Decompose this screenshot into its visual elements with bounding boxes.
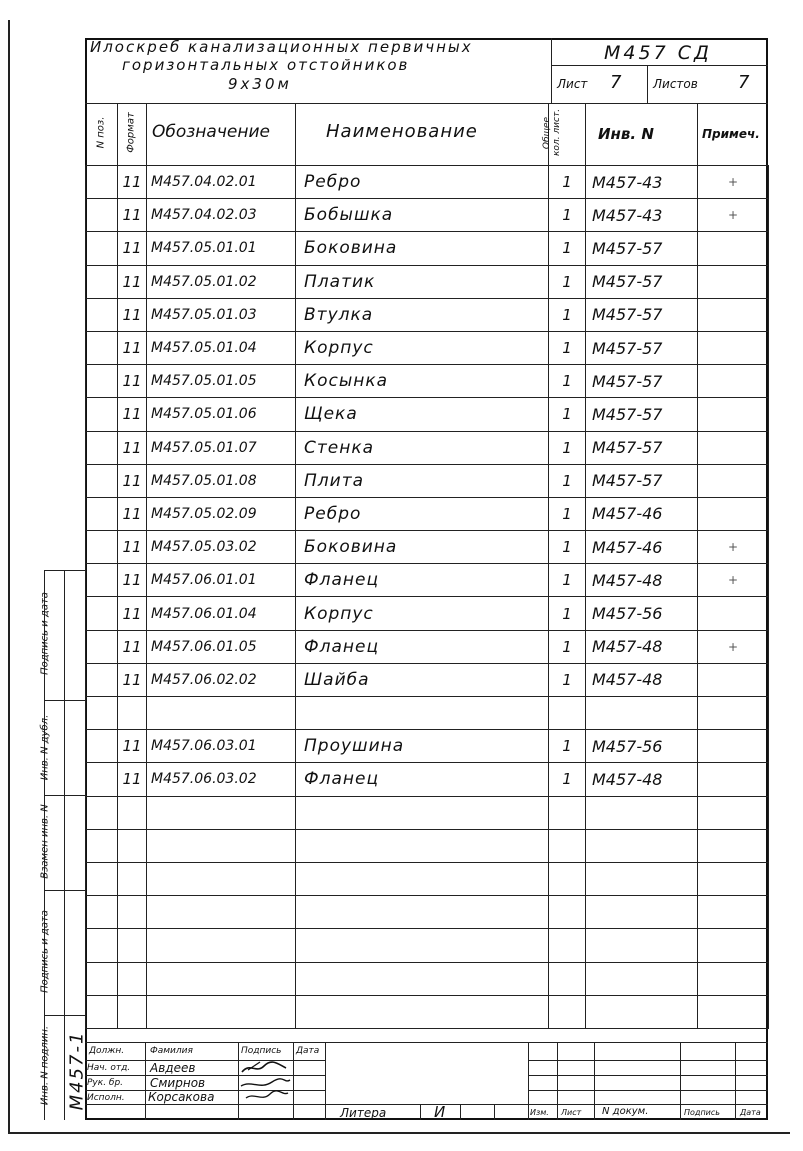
cell-qty: 1 bbox=[549, 531, 586, 564]
cell-inv: М457-57 bbox=[586, 365, 698, 398]
cell-note bbox=[698, 730, 769, 763]
side-label-sign-date-2: Подпись и дата bbox=[39, 910, 51, 993]
cell-designation: М457.05.01.07 bbox=[147, 431, 296, 464]
sheets-value: 7 bbox=[738, 72, 750, 93]
table-row bbox=[86, 730, 769, 763]
cell-inv bbox=[586, 995, 698, 1028]
cell-format: 11 bbox=[118, 398, 147, 431]
col-header-inv: Инв. N bbox=[598, 125, 654, 143]
sheet-value: 7 bbox=[610, 72, 622, 93]
table-row bbox=[86, 365, 769, 398]
cell-note bbox=[698, 929, 769, 962]
cell-note bbox=[698, 663, 769, 696]
table-row bbox=[86, 663, 769, 696]
cell-qty: 1 bbox=[549, 763, 586, 796]
cell-name: Ребро bbox=[296, 166, 549, 199]
cell-name: Боковина bbox=[296, 531, 549, 564]
cell-designation bbox=[147, 796, 296, 829]
side-label-dup-inv: Инв. N дубл. bbox=[39, 714, 51, 781]
cell-qty bbox=[549, 896, 586, 929]
cell-inv bbox=[586, 896, 698, 929]
header-divider bbox=[85, 103, 768, 104]
signature-scribbles bbox=[238, 1060, 294, 1104]
cell-pos bbox=[86, 630, 118, 663]
cell-note bbox=[698, 431, 769, 464]
tb-row1-surname: Авдеев bbox=[150, 1061, 196, 1075]
cell-pos bbox=[86, 199, 118, 232]
tb-chg-row-3 bbox=[528, 1090, 768, 1091]
cell-designation: М457.05.02.09 bbox=[147, 497, 296, 530]
cell-designation: М457.05.01.06 bbox=[147, 398, 296, 431]
cell-designation: М457.06.01.04 bbox=[147, 597, 296, 630]
cell-note bbox=[698, 829, 769, 862]
cell-name: Ребро bbox=[296, 497, 549, 530]
cell-designation: М457.04.02.03 bbox=[147, 199, 296, 232]
cell-name bbox=[296, 862, 549, 895]
cell-note bbox=[698, 697, 769, 730]
cell-pos bbox=[86, 796, 118, 829]
cell-qty: 1 bbox=[549, 464, 586, 497]
table-row bbox=[86, 298, 769, 331]
side-stamp-top bbox=[44, 570, 85, 571]
col-header-format: Формат bbox=[125, 112, 137, 153]
cell-qty: 1 bbox=[549, 199, 586, 232]
table-row bbox=[86, 796, 769, 829]
cell-name: Щека bbox=[296, 398, 549, 431]
cell-designation bbox=[147, 962, 296, 995]
tb-litera-2 bbox=[460, 1104, 461, 1120]
cell-name: Стенка bbox=[296, 431, 549, 464]
table-row bbox=[86, 199, 769, 232]
table-row bbox=[86, 497, 769, 530]
table-row bbox=[86, 763, 769, 796]
litera-value: И bbox=[434, 1103, 446, 1121]
cell-format bbox=[118, 962, 147, 995]
table-row bbox=[86, 995, 769, 1028]
cell-note bbox=[698, 763, 769, 796]
cell-name bbox=[296, 796, 549, 829]
cell-format bbox=[118, 829, 147, 862]
tb-litera-1 bbox=[420, 1104, 421, 1120]
cell-qty: 1 bbox=[549, 331, 586, 364]
tb-litera-3 bbox=[494, 1104, 495, 1120]
cell-designation bbox=[147, 829, 296, 862]
table-row bbox=[86, 597, 769, 630]
cell-note bbox=[698, 464, 769, 497]
cell-pos bbox=[86, 829, 118, 862]
col-header-pos: N поз. bbox=[95, 116, 107, 149]
cell-designation bbox=[147, 995, 296, 1028]
cell-note bbox=[698, 232, 769, 265]
cell-designation: М457.06.01.05 bbox=[147, 630, 296, 663]
cell-pos bbox=[86, 331, 118, 364]
cell-pos bbox=[86, 862, 118, 895]
cell-inv bbox=[586, 829, 698, 862]
cell-inv: М457-57 bbox=[586, 331, 698, 364]
cell-designation bbox=[147, 896, 296, 929]
side-label-sign-date-1: Подпись и дата bbox=[39, 592, 51, 675]
cell-designation: М457.05.01.04 bbox=[147, 331, 296, 364]
cell-pos bbox=[86, 298, 118, 331]
tb-header-position: Должн. bbox=[89, 1046, 125, 1056]
tb-row3-position: Исполн. bbox=[87, 1093, 125, 1103]
cell-pos bbox=[86, 962, 118, 995]
cell-designation: М457.05.01.02 bbox=[147, 265, 296, 298]
cell-designation: М457.05.01.01 bbox=[147, 232, 296, 265]
cell-format bbox=[118, 697, 147, 730]
cell-format: 11 bbox=[118, 597, 147, 630]
cell-pos bbox=[86, 464, 118, 497]
cell-inv: М457-57 bbox=[586, 232, 698, 265]
table-row bbox=[86, 697, 769, 730]
cell-inv: М457-57 bbox=[586, 464, 698, 497]
cell-inv: М457-48 bbox=[586, 564, 698, 597]
cell-name: Плита bbox=[296, 464, 549, 497]
cell-name: Фланец bbox=[296, 630, 549, 663]
cell-pos bbox=[86, 597, 118, 630]
cell-qty: 1 bbox=[549, 265, 586, 298]
cell-name: Втулка bbox=[296, 298, 549, 331]
side-label-replace-inv: Взамен инв. N bbox=[39, 804, 51, 879]
cell-format: 11 bbox=[118, 365, 147, 398]
cell-note: + bbox=[698, 564, 769, 597]
cell-pos bbox=[86, 431, 118, 464]
cell-pos bbox=[86, 663, 118, 696]
cell-qty: 1 bbox=[549, 398, 586, 431]
cell-designation bbox=[147, 929, 296, 962]
cell-designation: М457.05.01.05 bbox=[147, 365, 296, 398]
litera-label: Литера bbox=[340, 1106, 387, 1120]
cell-note bbox=[698, 995, 769, 1028]
table-row bbox=[86, 232, 769, 265]
doc-code: М457 СД bbox=[604, 42, 712, 64]
code-divider bbox=[551, 65, 768, 66]
cell-designation: М457.06.03.01 bbox=[147, 730, 296, 763]
cell-designation: М457.06.02.02 bbox=[147, 663, 296, 696]
table-row bbox=[86, 265, 769, 298]
cell-qty: 1 bbox=[549, 663, 586, 696]
cell-format: 11 bbox=[118, 199, 147, 232]
title-line-1: Илоскреб канализационных первичных bbox=[90, 38, 473, 56]
tb-chg-4 bbox=[735, 1042, 736, 1120]
col-header-qty bbox=[542, 110, 562, 156]
cell-format: 11 bbox=[118, 298, 147, 331]
change-col-doc: N докум. bbox=[602, 1106, 649, 1117]
cell-pos bbox=[86, 365, 118, 398]
tb-row2-position: Рук. бр. bbox=[87, 1078, 124, 1088]
cell-pos bbox=[86, 763, 118, 796]
cell-inv: М457-48 bbox=[586, 763, 698, 796]
table-row bbox=[86, 630, 769, 663]
header-split bbox=[551, 38, 552, 103]
tb-chg-1 bbox=[557, 1042, 558, 1120]
cell-qty: 1 bbox=[549, 730, 586, 763]
cell-designation: М457.06.01.01 bbox=[147, 564, 296, 597]
tb-chg-row-1 bbox=[528, 1060, 768, 1061]
cell-format: 11 bbox=[118, 630, 147, 663]
table-row bbox=[86, 464, 769, 497]
table-row bbox=[86, 962, 769, 995]
cell-name: Боковина bbox=[296, 232, 549, 265]
cell-name: Фланец bbox=[296, 763, 549, 796]
cell-qty: 1 bbox=[549, 298, 586, 331]
cell-designation bbox=[147, 862, 296, 895]
cell-inv: М457-46 bbox=[586, 497, 698, 530]
cell-format: 11 bbox=[118, 763, 147, 796]
cell-designation: М457.04.02.01 bbox=[147, 166, 296, 199]
tb-row2-surname: Смирнов bbox=[150, 1076, 206, 1090]
cell-inv bbox=[586, 796, 698, 829]
cell-qty: 1 bbox=[549, 431, 586, 464]
cell-note bbox=[698, 796, 769, 829]
cell-qty bbox=[549, 995, 586, 1028]
cell-format bbox=[118, 862, 147, 895]
change-col-sign: Подпись bbox=[684, 1108, 720, 1117]
col-header-qty-line2: кол. лист. bbox=[552, 108, 562, 156]
side-inv-value: М457-1 bbox=[66, 1030, 88, 1111]
cell-name: Косынка bbox=[296, 365, 549, 398]
cell-note bbox=[698, 597, 769, 630]
cell-inv: М457-56 bbox=[586, 730, 698, 763]
cell-format: 11 bbox=[118, 431, 147, 464]
table-row bbox=[86, 862, 769, 895]
cell-note: + bbox=[698, 166, 769, 199]
cell-note: + bbox=[698, 531, 769, 564]
cell-inv: М457-57 bbox=[586, 398, 698, 431]
cell-inv: М457-43 bbox=[586, 166, 698, 199]
col-header-qty-line1: Общее bbox=[542, 116, 552, 150]
spec-table bbox=[85, 165, 769, 1029]
cell-name: Платик bbox=[296, 265, 549, 298]
cell-note: + bbox=[698, 199, 769, 232]
tb-chg-0 bbox=[528, 1042, 529, 1120]
cell-format: 11 bbox=[118, 331, 147, 364]
cell-note bbox=[698, 862, 769, 895]
sheet-label: Лист bbox=[557, 77, 588, 91]
col-header-name: Наименование bbox=[326, 121, 478, 142]
tb-row1-position: Нач. отд. bbox=[87, 1063, 131, 1073]
cell-format bbox=[118, 796, 147, 829]
cell-note bbox=[698, 962, 769, 995]
tb-chg-2 bbox=[594, 1042, 595, 1120]
cell-qty: 1 bbox=[549, 630, 586, 663]
cell-note bbox=[698, 497, 769, 530]
cell-designation: М457.06.03.02 bbox=[147, 763, 296, 796]
cell-pos bbox=[86, 896, 118, 929]
change-col-izm: Изм. bbox=[530, 1108, 549, 1117]
title-block-top bbox=[85, 1042, 768, 1043]
cell-inv: М457-57 bbox=[586, 265, 698, 298]
cell-inv bbox=[586, 862, 698, 895]
col-header-designation: Обозначение bbox=[152, 122, 270, 142]
cell-inv: М457-57 bbox=[586, 431, 698, 464]
cell-name bbox=[296, 697, 549, 730]
cell-inv bbox=[586, 962, 698, 995]
cell-designation: М457.05.01.03 bbox=[147, 298, 296, 331]
cell-qty bbox=[549, 829, 586, 862]
cell-name bbox=[296, 929, 549, 962]
cell-format: 11 bbox=[118, 265, 147, 298]
cell-qty: 1 bbox=[549, 597, 586, 630]
col-header-note: Примеч. bbox=[702, 127, 760, 141]
cell-note bbox=[698, 331, 769, 364]
cell-pos bbox=[86, 232, 118, 265]
table-row bbox=[86, 531, 769, 564]
cell-inv: М457-46 bbox=[586, 531, 698, 564]
cell-pos bbox=[86, 697, 118, 730]
cell-inv bbox=[586, 697, 698, 730]
table-row bbox=[86, 431, 769, 464]
table-row bbox=[86, 331, 769, 364]
cell-qty: 1 bbox=[549, 365, 586, 398]
tb-col-1 bbox=[145, 1042, 146, 1120]
cell-name: Шайба bbox=[296, 663, 549, 696]
tb-header-surname: Фамилия bbox=[150, 1046, 193, 1056]
table-row bbox=[86, 896, 769, 929]
tb-row-4 bbox=[85, 1104, 768, 1105]
tb-chg-3 bbox=[680, 1042, 681, 1120]
side-label-orig-inv: Инв. N подлин. bbox=[39, 1025, 51, 1106]
cell-pos bbox=[86, 995, 118, 1028]
tb-header-date: Дата bbox=[296, 1046, 320, 1056]
cell-format: 11 bbox=[118, 497, 147, 530]
title-line-2: горизонтальных отстойников bbox=[122, 56, 410, 74]
cell-qty: 1 bbox=[549, 564, 586, 597]
cell-designation: М457.05.01.08 bbox=[147, 464, 296, 497]
cell-qty bbox=[549, 929, 586, 962]
cell-note bbox=[698, 298, 769, 331]
cell-name bbox=[296, 896, 549, 929]
tb-header-signature: Подпись bbox=[241, 1046, 282, 1056]
cell-qty: 1 bbox=[549, 497, 586, 530]
cell-inv: М457-57 bbox=[586, 298, 698, 331]
tb-chg-row-2 bbox=[528, 1075, 768, 1076]
cell-format: 11 bbox=[118, 531, 147, 564]
cell-pos bbox=[86, 929, 118, 962]
cell-inv: М457-48 bbox=[586, 663, 698, 696]
cell-inv: М457-56 bbox=[586, 597, 698, 630]
cell-name bbox=[296, 995, 549, 1028]
cell-format: 11 bbox=[118, 166, 147, 199]
cell-qty bbox=[549, 862, 586, 895]
tb-row3-surname: Корсакова bbox=[148, 1090, 215, 1104]
cell-pos bbox=[86, 730, 118, 763]
cell-qty bbox=[549, 796, 586, 829]
table-row bbox=[86, 398, 769, 431]
title-line-3: 9х30м bbox=[228, 75, 292, 93]
cell-name bbox=[296, 829, 549, 862]
cell-format bbox=[118, 896, 147, 929]
change-col-list: Лист bbox=[561, 1108, 582, 1117]
table-row bbox=[86, 564, 769, 597]
table-row bbox=[86, 166, 769, 199]
cell-qty: 1 bbox=[549, 232, 586, 265]
cell-designation: М457.05.03.02 bbox=[147, 531, 296, 564]
sheet-split bbox=[647, 65, 648, 103]
cell-note bbox=[698, 265, 769, 298]
cell-pos bbox=[86, 531, 118, 564]
cell-format: 11 bbox=[118, 464, 147, 497]
cell-name: Корпус bbox=[296, 597, 549, 630]
cell-pos bbox=[86, 564, 118, 597]
sheets-label: Листов bbox=[653, 77, 698, 91]
table-row bbox=[86, 829, 769, 862]
cell-note bbox=[698, 398, 769, 431]
cell-name: Бобышка bbox=[296, 199, 549, 232]
cell-name: Проушина bbox=[296, 730, 549, 763]
cell-inv: М457-43 bbox=[586, 199, 698, 232]
cell-note bbox=[698, 896, 769, 929]
cell-designation bbox=[147, 697, 296, 730]
cell-qty bbox=[549, 962, 586, 995]
cell-format bbox=[118, 929, 147, 962]
cell-format: 11 bbox=[118, 730, 147, 763]
cell-qty: 1 bbox=[549, 166, 586, 199]
cell-name: Фланец bbox=[296, 564, 549, 597]
cell-pos bbox=[86, 497, 118, 530]
change-col-date: Дата bbox=[740, 1108, 761, 1117]
side-stamp-line-b bbox=[64, 570, 65, 1120]
cell-note: + bbox=[698, 630, 769, 663]
cell-note bbox=[698, 365, 769, 398]
cell-inv: М457-48 bbox=[586, 630, 698, 663]
cell-pos bbox=[86, 265, 118, 298]
cell-inv bbox=[586, 929, 698, 962]
table-row bbox=[86, 929, 769, 962]
tb-col-4 bbox=[325, 1042, 326, 1120]
cell-qty bbox=[549, 697, 586, 730]
cell-format: 11 bbox=[118, 663, 147, 696]
cell-name: Корпус bbox=[296, 331, 549, 364]
cell-format bbox=[118, 995, 147, 1028]
cell-pos bbox=[86, 398, 118, 431]
cell-pos bbox=[86, 166, 118, 199]
cell-name bbox=[296, 962, 549, 995]
cell-format: 11 bbox=[118, 232, 147, 265]
cell-format: 11 bbox=[118, 564, 147, 597]
